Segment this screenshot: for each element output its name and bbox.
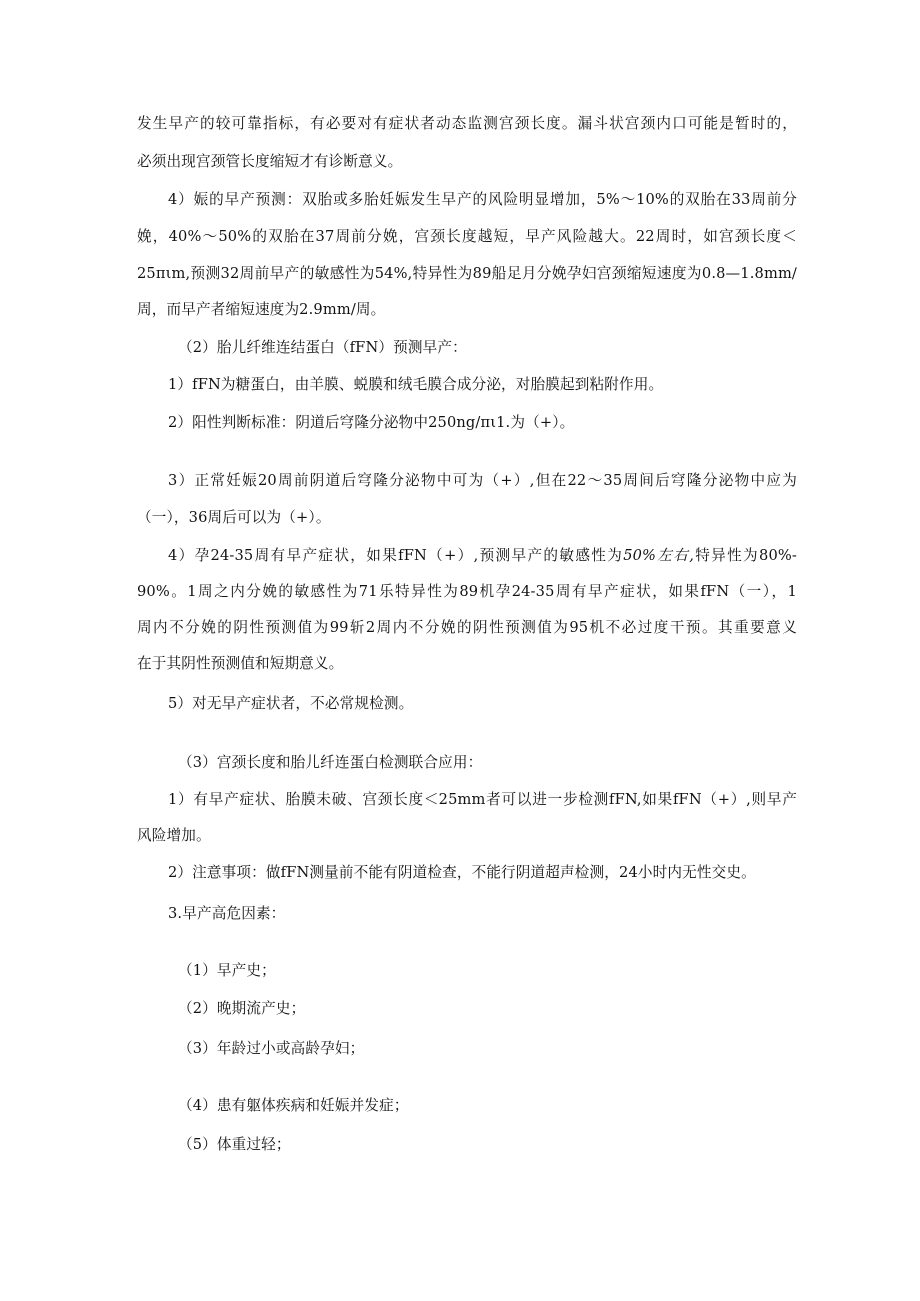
paragraph-line: 娩，40%～50%的双胎在37周前分娩，宫颈长度越短，早产风险越大。22周时，如宫颈长度＜ xyxy=(137,228,797,245)
list-item: （3）年龄过小或高龄孕妇； xyxy=(178,1040,365,1057)
paragraph-line: 5）对无早产症状者，不必常规检测。 xyxy=(168,695,414,712)
paragraph-line: 25πιm,预测32周前早产的敏感性为54%,特异性为89船足月分娩孕妇宫颈缩短速度为0.8—1.8mm∕ xyxy=(137,265,797,282)
paragraph-line: 3）正常妊娠20周前阴道后穹隆分泌物中可为（+）,但在22～35周间后穹隆分泌物中应为 xyxy=(168,472,797,489)
paragraph-line: 4）娠的早产预测：双胎或多胎妊娠发生早产的风险明显增加，5%～10%的双胎在33周前分 xyxy=(168,191,797,208)
paragraph-line: 必须出现宫颈管长度缩短才有诊断意义。 xyxy=(137,153,403,170)
paragraph-line: 1）fFN为糖蛋白，由羊膜、蜕膜和绒毛膜合成分泌，对胎膜起到粘附作用。 xyxy=(168,376,664,393)
paragraph-line xyxy=(168,546,797,566)
paragraph-line: 发生早产的较可靠指标，有必要对有症状者动态监测宫颈长度。漏斗状宫颈内口可能是暂时的， xyxy=(137,115,797,132)
paragraph-line: （一），36周后可以为（+）。 xyxy=(137,509,331,526)
paragraph-line: 2）注意事项：做fFN测量前不能有阴道检查，不能行阴道超声检测，24小时内无性交史。 xyxy=(168,864,756,881)
section-heading: （3）宫颈长度和胎儿纤连蛋白检测联合应用： xyxy=(178,754,483,771)
list-item: （5）体重过轻； xyxy=(178,1136,291,1153)
italic-text-run: 50%左右, xyxy=(623,547,694,564)
paragraph-line: 2）阳性判断标准：阴道后穹隆分泌物中250ng/πι1.为（+）。 xyxy=(168,414,575,431)
paragraph-line: 周，而早产者缩短速度为2.9mm/周。 xyxy=(137,301,386,318)
paragraph-line: 周内不分娩的阴性预测值为99斩2周内不分娩的阴性预测值为95机不必过度干预。其重要意义 xyxy=(137,619,797,636)
text-run: 特异性为80%- xyxy=(693,547,797,564)
paragraph-line: 90%。1周之内分娩的敏感性为71乐特异性为89机孕24-35周有早产症状，如果fFN（一），1 xyxy=(137,583,797,600)
paragraph-line: 在于其阴性预测值和短期意义。 xyxy=(137,655,344,672)
section-heading: （2）胎儿纤维连结蛋白（fFN）预测早产： xyxy=(178,339,467,356)
text-run: 4）孕24-35周有早产症状，如果fFN（+）,预测早产的敏感性为 xyxy=(168,547,624,564)
list-item: （1）早产史； xyxy=(178,962,276,979)
section-heading: 3.早产高危因素： xyxy=(168,905,286,922)
list-item: （4）患有躯体疾病和妊娠并发症； xyxy=(178,1097,409,1114)
paragraph-line: 风险增加。 xyxy=(137,827,211,844)
list-item: （2）晚期流产史； xyxy=(178,1000,306,1017)
paragraph-line: 1）有早产症状、胎膜未破、宫颈长度＜25mm者可以进一步检测fFN,如果fFN（+）,则早产 xyxy=(168,791,797,808)
